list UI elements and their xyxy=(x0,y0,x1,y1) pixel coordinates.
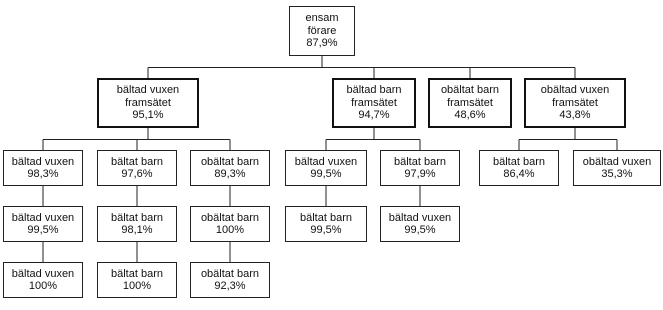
node-label: framsätet xyxy=(552,96,598,109)
node-label: framsätet xyxy=(125,96,171,109)
tree-node-e1 xyxy=(3,262,83,298)
tree-node-c1 xyxy=(3,150,83,186)
node-label: bältad vuxen xyxy=(11,267,75,280)
node-percentage: 92,3% xyxy=(214,280,246,292)
node-label: obältat barn xyxy=(440,84,500,97)
tree-node-b3 xyxy=(428,78,512,128)
tree-node-c7 xyxy=(573,150,661,186)
node-label: bältad vuxen xyxy=(11,211,75,224)
tree-node-c4 xyxy=(285,150,367,186)
node-percentage: 89,3% xyxy=(214,168,246,180)
node-percentage: 87,9% xyxy=(306,37,338,50)
tree-node-d2 xyxy=(97,206,177,242)
tree-node-d3 xyxy=(190,206,270,242)
tree-node-c3 xyxy=(190,150,270,186)
node-percentage: 94,7% xyxy=(358,109,390,122)
tree-node-d4 xyxy=(285,206,367,242)
node-percentage: 100% xyxy=(122,280,152,292)
node-label: obältat barn xyxy=(200,211,260,224)
node-percentage: 35,3% xyxy=(601,168,633,180)
tree-node-root xyxy=(289,6,355,56)
node-label: obältat barn xyxy=(200,155,260,168)
tree-node-e2 xyxy=(97,262,177,298)
tree-node-c2 xyxy=(97,150,177,186)
tree-node-e3 xyxy=(190,262,270,298)
node-label: bältat barn xyxy=(300,211,352,224)
tree-node-c6 xyxy=(479,150,559,186)
node-percentage: 99,5% xyxy=(310,224,342,236)
node-label: bältat barn xyxy=(394,155,446,168)
node-label: obältat barn xyxy=(200,267,260,280)
node-label: bältat barn xyxy=(111,211,163,224)
node-label: bältat barn xyxy=(111,267,163,280)
node-label: förare xyxy=(307,24,337,37)
tree-node-b2 xyxy=(332,78,416,128)
node-label: ensam xyxy=(305,12,339,25)
node-label: framsätet xyxy=(351,96,397,109)
node-label: bältad vuxen xyxy=(388,211,452,224)
node-label: bältat barn xyxy=(493,155,545,168)
node-percentage: 97,9% xyxy=(404,168,436,180)
node-label: bältad vuxen xyxy=(11,155,75,168)
node-percentage: 98,3% xyxy=(27,168,59,180)
tree-node-d5 xyxy=(380,206,460,242)
node-percentage: 48,6% xyxy=(454,109,486,122)
node-percentage: 98,1% xyxy=(121,224,153,236)
node-label: bältad barn xyxy=(346,84,402,97)
node-percentage: 95,1% xyxy=(132,109,164,122)
node-percentage: 99,5% xyxy=(310,168,342,180)
node-label: bältad vuxen xyxy=(294,155,358,168)
node-label: bältat barn xyxy=(111,155,163,168)
node-percentage: 86,4% xyxy=(503,168,535,180)
node-label: obältad vuxen xyxy=(582,155,652,168)
tree-node-b1 xyxy=(97,78,199,128)
node-percentage: 100% xyxy=(28,280,58,292)
tree-node-d1 xyxy=(3,206,83,242)
tree-node-b4 xyxy=(524,78,626,128)
node-percentage: 99,5% xyxy=(27,224,59,236)
node-percentage: 100% xyxy=(215,224,245,236)
tree-node-c5 xyxy=(380,150,460,186)
node-label: framsätet xyxy=(447,96,493,109)
node-label: obältad vuxen xyxy=(540,84,610,97)
node-percentage: 99,5% xyxy=(404,224,436,236)
node-percentage: 43,8% xyxy=(559,109,591,122)
node-label: bältad vuxen xyxy=(116,84,180,97)
node-percentage: 97,6% xyxy=(121,168,153,180)
